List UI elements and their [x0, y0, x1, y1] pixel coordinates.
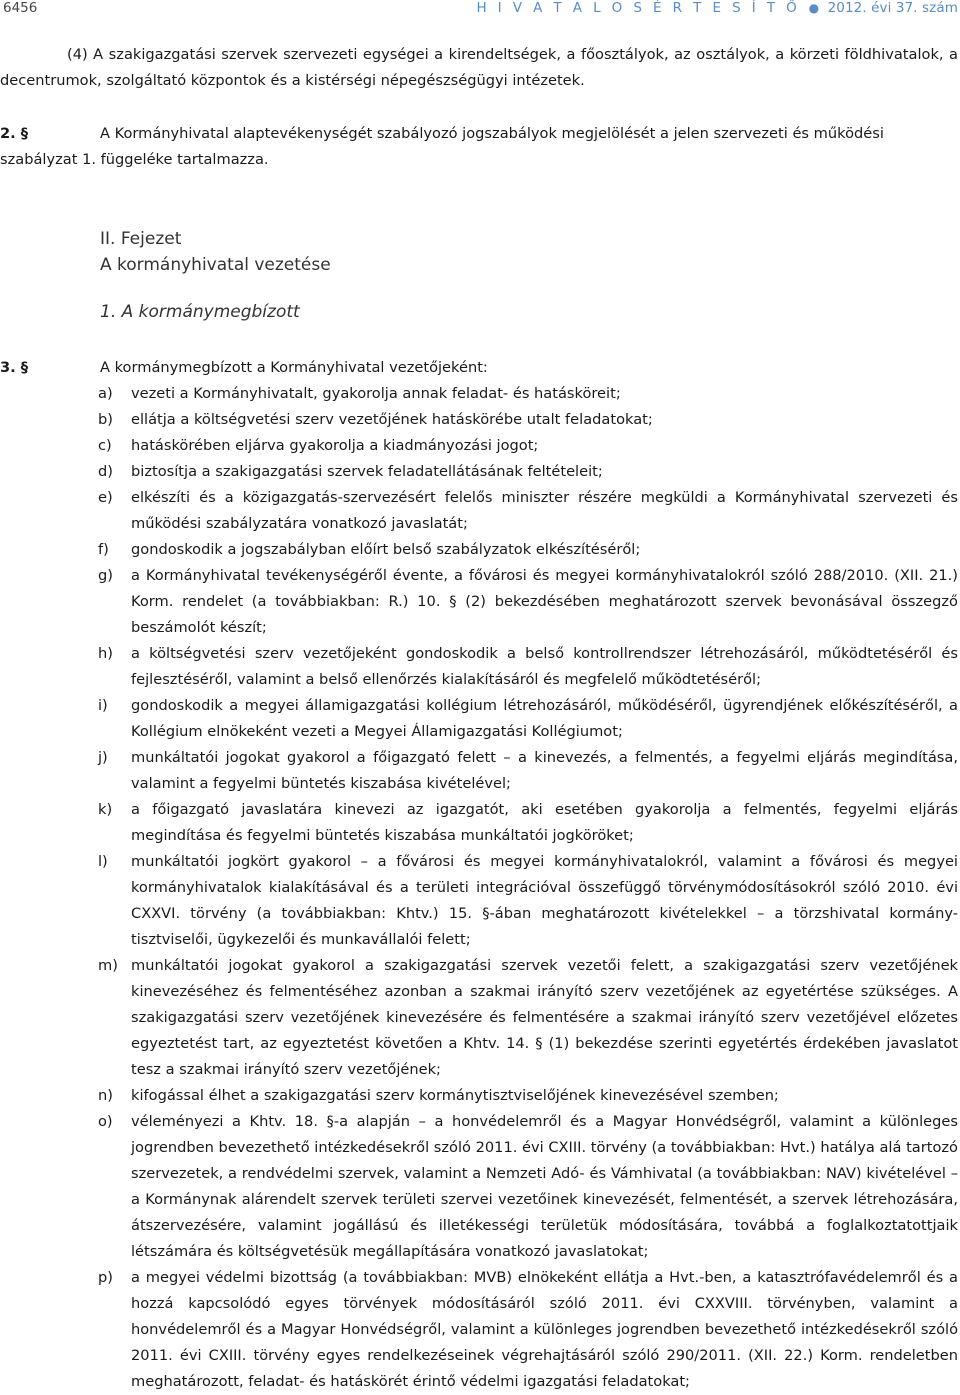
chapter-title: A kormányhivatal vezetése [100, 255, 331, 275]
section-3-label: 3. § [0, 359, 29, 376]
list-item-text: munkáltatói jogokat gyakorol a szakigazgatási szervek vezetői felett, a szakigazgatási szerv vezetőjének kinevezéséhez és felmentéséhez azonban a szakmai irányító szerv vezetőjének az egyetértése szükséges. A szakigazgatási szerv vezetőjének kinevezésére és felmentésére a szakmai irányító szerv vezetőjével előzetes egyeztetést tart, az egyeztetést követően a Khtv. 14. § (1) bekezdése szerinti egyetértés érdekében javaslatot tesz a szakmai irányító szerv vezetőjének; [131, 957, 958, 1078]
list-item-letter: g) [98, 567, 113, 584]
paragraph-4-text: (4) A szakigazgatási szervek szervezeti egységei a kirendeltségek, a főosztályok, az osztályok, a körzeti földhivatalok, a decentrumok, szolgáltató központok és a kistérségi népegészségügyi intézetek. [0, 46, 958, 89]
list-item-text: a költségvetési szerv vezetőjeként gondoskodik a belső kontrollrendszer létrehozásáról, működtetéséről és fejlesztéséről, valamint a belső ellenőrzés kialakításáról és megfelelő működtetéséről; [131, 645, 958, 688]
list-item-letter: o) [98, 1113, 113, 1130]
section-3-items [0, 381, 958, 1395]
page-header [0, 0, 958, 22]
list-item-text: véleményezi a Khtv. 18. §-a alapján – a honvédelemről és a Magyar Honvédségről, valamint a különleges jogrendben bevezethető intézkedésekről szóló 2011. évi CXIII. törvény (a továbbiakban: Hvt.) hatálya alá tartozó szervezetek, a rendvédelmi szervek, valamint a Nemzeti Adó- és Vámhivatal (a továbbiakban: NAV) kivételével – a Kormánynak alárendelt szervek területi szervei vezetőinek kinevezését, felmentését, a szervek létrehozására, átszervezésére, valamint jogállású és illetékességi területük módosítására, továbbá a foglalkoztatottjaik létszámára és költségvetésük megállapítására vonatkozó javaslatokat; [131, 1113, 958, 1260]
chapter-heading [100, 226, 331, 278]
list-item-letter: a) [98, 385, 113, 402]
list-item [0, 537, 958, 563]
list-item-letter: h) [98, 645, 113, 662]
list-item-text: gondoskodik a jogszabályban előírt belső szabályzatok elkészítéséről; [131, 541, 641, 558]
list-item-letter: p) [98, 1269, 113, 1286]
list-item-letter: k) [98, 801, 113, 818]
page-number: 6456 [3, 0, 38, 16]
list-item [0, 693, 958, 745]
list-item [0, 407, 958, 433]
list-item [0, 745, 958, 797]
list-item-letter: i) [98, 697, 108, 714]
list-item [0, 641, 958, 693]
list-item [0, 433, 958, 459]
section-2-label: 2. § [0, 125, 29, 142]
list-item [0, 849, 958, 953]
list-item [0, 563, 958, 641]
list-item-text: a Kormányhivatal tevékenységéről évente, a fővárosi és megyei kormányhivatalokról szóló 288/2010. (XII. 21.) Korm. rendelet (a továbbiakban: R.) 10. § (2) bekezdésében meghatározott szervek bevonásával összegző beszámolót készít; [131, 567, 958, 636]
list-item-letter: c) [98, 437, 112, 454]
journal-title: H I V A T A L O S É R T E S Í T Ő [476, 0, 801, 16]
list-item [0, 459, 958, 485]
list-item [0, 953, 958, 1083]
list-item [0, 1109, 958, 1265]
section-3-intro: A kormánymegbízott a Kormányhivatal vezetőjeként: [100, 359, 488, 376]
list-item-text: munkáltatói jogkört gyakorol – a fővárosi és megyei kormányhivatalokról, valamint a fővárosi és megyei kormányhivatalok kialakításával és a területi integrációval összefüggő törvénymódosításokról szóló 2010. évi CXXVI. törvény (a továbbiakban: Khtv.) 15. §-ában meghatározott kivételekkel – a törzshivatal kormány-tisztviselői, ügykezelői és munkavállalói felett; [131, 853, 958, 948]
list-item-text: kifogással élhet a szakigazgatási szerv kormánytisztviselőjének kinevezésével szemben; [131, 1087, 779, 1104]
list-item-text: gondoskodik a megyei államigazgatási kollégium létrehozásáról, működéséről, ügyrendjének előkészítéséről, a Kollégium elnökeként vezeti a Megyei Államigazgatási Kollégiumot; [131, 697, 958, 740]
paragraph-4 [0, 42, 958, 94]
list-item-text: munkáltatói jogokat gyakorol a főigazgató felett – a kinevezés, a felmentés, a fegyelmi eljárás megindítása, valamint a fegyelmi büntetés kiszabása kivételével; [131, 749, 958, 792]
list-item [0, 797, 958, 849]
list-item-letter: f) [98, 541, 109, 558]
list-item [0, 381, 958, 407]
list-item-letter: m) [98, 957, 118, 974]
section-2 [0, 121, 958, 173]
list-item-text: a főigazgató javaslatára kinevezi az igazgatót, aki esetében gyakorolja a felmentés, fegyelmi eljárás megindítása és fegyelmi büntetés kiszabása munkáltatói jogköröket; [131, 801, 958, 844]
list-item-letter: d) [98, 463, 113, 480]
header-bullet: ● [808, 1, 820, 15]
section-2-text: A Kormányhivatal alaptevékenységét szabályozó jogszabályok megjelölését a jelen szervezeti és működési szabályzat 1. függeléke tartalmazza. [0, 125, 884, 168]
list-item [0, 1083, 958, 1109]
list-item-letter: b) [98, 411, 113, 428]
list-item-text: hatáskörében eljárva gyakorolja a kiadmányozási jogot; [131, 437, 539, 454]
list-item-letter: l) [98, 853, 108, 870]
list-item-letter: n) [98, 1087, 113, 1104]
list-item-letter: e) [98, 489, 113, 506]
list-item-text: a megyei védelmi bizottság (a továbbiakban: MVB) elnökeként ellátja a Hvt.-ben, a katasztrófavédelemről és a hozzá kapcsolódó egyes törvények módosításáról szóló 2011. évi CXXVIII. törvényben, valamint a honvédelemről és a Magyar Honvédségről, valamint a különleges jogrendben bevezethető intézkedésekről szóló 2011. évi CXIII. törvény egyes rendelkezéseinek végrehajtásáról szóló 290/2011. (XII. 22.) Korm. rendeletben meghatározott, feladat- és hatáskörét érintő védelmi igazgatási feladatokat; [131, 1269, 958, 1390]
subsection-title: 1. A kormánymegbízott [100, 302, 300, 322]
journal-issue: 2012. évi 37. szám [827, 0, 958, 16]
chapter-number: II. Fejezet [100, 229, 182, 249]
list-item-text: elkészíti és a közigazgatás-szervezésért felelős miniszter részére megküldi a Kormányhivatal szervezeti és működési szabályzatára vonatkozó javaslatát; [131, 489, 958, 532]
section-3 [0, 355, 958, 1395]
list-item-text: ellátja a költségvetési szerv vezetőjének hatáskörébe utalt feladatokat; [131, 411, 653, 428]
list-item-text: biztosítja a szakigazgatási szervek feladatellátásának feltételeit; [131, 463, 603, 480]
journal-header [476, 0, 958, 16]
list-item [0, 485, 958, 537]
list-item-letter: j) [98, 749, 108, 766]
list-item [0, 1265, 958, 1395]
list-item-text: vezeti a Kormányhivatalt, gyakorolja annak feladat- és hatásköreit; [131, 385, 621, 402]
